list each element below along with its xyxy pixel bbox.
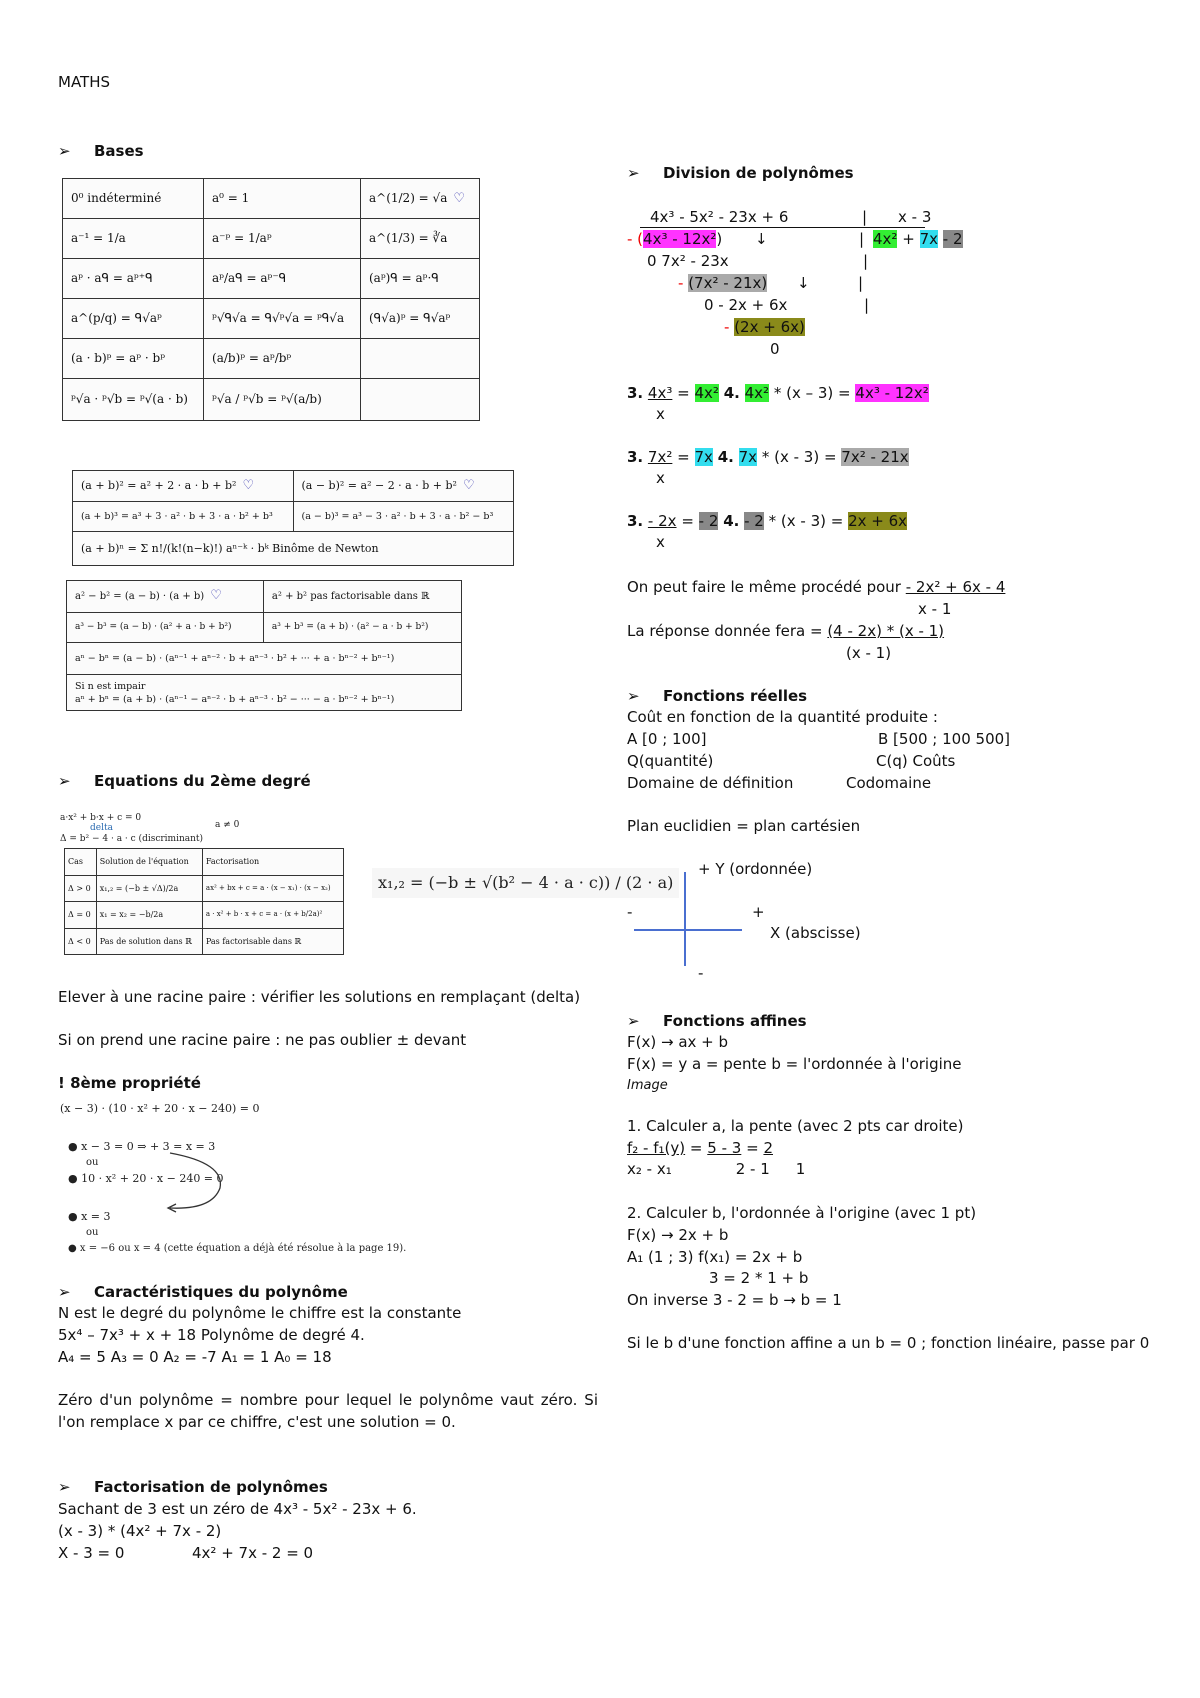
affine-image-label: Image [627, 1078, 668, 1093]
division-row-4: 0 - 2x + 6x [704, 296, 788, 314]
dividend: 4x³ - 5x² - 23x + 6 [650, 208, 789, 226]
prop8-or: ou [86, 1227, 99, 1238]
section-division: ➢ Division de polynômes [627, 164, 854, 182]
bases-cell: a^(p/q) = ᑫ√aᵖ [63, 299, 204, 339]
identity-cell: (a + b)³ = a³ + 3 · a² · b + 3 · a · b² + b³ [73, 501, 294, 532]
bases-cell: a^(1/3) = ∛a [360, 219, 479, 259]
section-propriete: ! 8ème propriété [58, 1074, 201, 1092]
eq2-note-1: Elever à une racine paire : vérifier les solutions en remplaçant (delta) [58, 988, 581, 1006]
x-axis-label: X (abscisse) [770, 924, 861, 942]
affine-line-7: On inverse 3 - 2 = b → b = 1 [627, 1291, 842, 1309]
section-equations: ➢ Equations du 2ème degré [58, 772, 311, 790]
bases-cell: ᵖ√a · ᵖ√b = ᵖ√(a · b) [63, 379, 204, 421]
bases-cell: aᵖ · aᑫ = aᵖ⁺ᑫ [63, 259, 204, 299]
factor-cell: a³ − b³ = (a − b) · (a² + a · b + b²) [67, 612, 264, 643]
division-step-2-denominator: x [656, 469, 665, 487]
y-axis-label: + Y (ordonnée) [698, 860, 813, 878]
eq2-cell: a · x² + b · x + c = a · (x + b/2a)² [202, 902, 343, 929]
eq2-cell: Δ = 0 [65, 902, 97, 929]
same-procedure: On peut faire le même procédé pour - 2x² + 6x - 4 [627, 578, 1006, 596]
eq2-cell: ax² + bx + c = a · (x − x₁) · (x − x₂) [202, 875, 343, 902]
bases-cell: a^(1/2) = √a ♡ [360, 179, 479, 219]
eq2-note-2: Si on prend une racine paire : ne pas oublier ± devant [58, 1031, 467, 1049]
reelles-domain-label: Domaine de définition [627, 774, 794, 792]
division-row-5: - (2x + 6x) [724, 318, 805, 336]
eq2-delta-note: delta [90, 823, 113, 833]
eq2-cell: Pas factorisable dans ℝ [202, 928, 343, 955]
affine-step-1: 1. Calculer a, la pente (avec 2 pts car droite) [627, 1117, 964, 1135]
factor-line-1: Sachant de 3 est un zéro de 4x³ - 5x² - 23x + 6. [58, 1500, 417, 1518]
division-underline [640, 227, 925, 228]
division-step-3: 3. - 2x = - 2 4. - 2 * (x - 3) = 2x + 6x [627, 512, 908, 530]
prop8-equation: (x − 3) · (10 · x² + 20 · x − 240) = 0 [60, 1102, 260, 1115]
division-bar: | [862, 208, 868, 226]
bases-cell: (ᑫ√a)ᵖ = ᑫ√aᵖ [360, 299, 479, 339]
carac-zero-definition: Zéro d'un polynôme = nombre pour lequel le polynôme vaut zéro. Si l'on remplace x par ce chiffre, c'est une solution = 0. [58, 1391, 598, 1431]
prop8-step: ● 10 · x² + 20 · x − 240 = 0 [68, 1172, 224, 1185]
affine-line-4: F(x) → 2x + b [627, 1226, 729, 1244]
reelles-costs: C(q) Coûts [876, 752, 956, 770]
reelles-quantity: Q(quantité) [627, 752, 714, 770]
division-bar: | [864, 296, 870, 314]
identity-cell: (a − b)³ = a³ − 3 · a² · b + 3 · a · b² − b³ [293, 501, 514, 532]
division-step-2: 3. 7x² = 7x 4. 7x * (x - 3) = 7x² - 21x [627, 448, 909, 466]
bases-cell: 0⁰ indéterminé [63, 179, 204, 219]
heart-icon: ♡ [242, 478, 255, 493]
eq2-top1: a·x² + b·x + c = 0 [60, 813, 142, 823]
bases-cell: (a · b)ᵖ = aᵖ · bᵖ [63, 339, 204, 379]
same-procedure-denominator: x - 1 [918, 600, 952, 618]
eq2-header: Solution de l'équation [96, 849, 202, 876]
slope-fraction-bottom: x₂ - x₁ 2 - 1 1 [627, 1160, 806, 1178]
eq2-top3: Δ = b² − 4 · a · c (discriminant) [60, 834, 204, 844]
down-arrow-icon: ↓ [797, 274, 810, 292]
eq2-cell: x₁ = x₂ = −b/2a [96, 902, 202, 929]
eq2-header: Factorisation [202, 849, 343, 876]
negative-y-sign: - [698, 964, 704, 982]
factor-line-3a: X - 3 = 0 [58, 1544, 125, 1562]
quadratic-formula: x₁,₂ = (−b ± √(b² − 4 · a · c)) / (2 · a) [372, 868, 679, 898]
bases-cell: a⁻¹ = 1/a [63, 219, 204, 259]
affine-step-2: 2. Calculer b, l'ordonnée à l'origine (avec 1 pt) [627, 1204, 977, 1222]
eq2-header: Cas [65, 849, 97, 876]
division-remainder: 0 [770, 340, 780, 358]
bases-cell: (aᵖ)ᑫ = aᵖ·ᑫ [360, 259, 479, 299]
division-row-1: - (4x³ - 12x²) [627, 230, 723, 248]
identity-cell: (a + b)ⁿ = Σ n!/(k!(n−k)!) aⁿ⁻ᵏ · bᵏ Binôme de Newton [73, 532, 514, 566]
bases-cell: a⁻ᵖ = 1/aᵖ [204, 219, 361, 259]
section-reelles: ➢ Fonctions réelles [627, 687, 808, 705]
bases-cell: ᵖ√a / ᵖ√b = ᵖ√(a/b) [204, 379, 361, 421]
factor-cell: a² − b² = (a − b) · (a + b) ♡ [67, 581, 264, 613]
x-axis [634, 929, 742, 931]
y-axis [684, 872, 686, 966]
division-row-3: - (7x² - 21x) [678, 274, 768, 292]
answer: La réponse donnée fera = (4 - 2x) * (x - 1) [627, 622, 945, 640]
bases-cell: aᵖ/aᑫ = aᵖ⁻ᑫ [204, 259, 361, 299]
eq2-cell: Δ > 0 [65, 875, 97, 902]
negative-x-sign: - [627, 903, 633, 921]
eq2-table [64, 848, 344, 955]
prop8-or: ou [86, 1157, 99, 1168]
slope-fraction-top: f₂ - f₁(y) = 5 - 3 = 2 [627, 1139, 773, 1157]
bases-cell: ᵖ√ᑫ√a = ᑫ√ᵖ√a = ᵖᑫ√a [204, 299, 361, 339]
answer-denominator: (x - 1) [846, 644, 892, 662]
factor-line-2: (x - 3) * (4x² + 7x - 2) [58, 1522, 222, 1540]
carac-line-1: N est le degré du polynôme le chiffre est la constante [58, 1304, 462, 1322]
reelles-domain-b: B [500 ; 100 500] [878, 730, 1011, 748]
section-factorisation: ➢ Factorisation de polynômes [58, 1478, 328, 1496]
affine-definition: F(x) → ax + b [627, 1033, 729, 1051]
division-bar: | [859, 230, 865, 248]
heart-icon: ♡ [462, 478, 475, 493]
prop8-arrow [150, 1148, 230, 1218]
heart-icon: ♡ [453, 190, 466, 206]
prop8-step: ● x − 3 = 0 ⇒ + 3 = x = 3 [68, 1140, 216, 1153]
division-step-3-denominator: x [656, 533, 665, 551]
factor-line-3b: 4x² + 7x - 2 = 0 [192, 1544, 314, 1562]
reelles-domain-a: A [0 ; 100] [627, 730, 707, 748]
eq2-cell: Pas de solution dans ℝ [96, 928, 202, 955]
quotient: 4x² + 7x - 2 [873, 230, 963, 248]
bases-cell: a⁰ = 1 [204, 179, 361, 219]
carac-line-3: A₄ = 5 A₃ = 0 A₂ = -7 A₁ = 1 A₀ = 18 [58, 1348, 332, 1366]
factor-cell: a² + b² pas factorisable dans ℝ [263, 581, 461, 613]
section-caracteristiques: ➢ Caractéristiques du polynôme [58, 1283, 348, 1301]
positive-x-sign: + [752, 903, 765, 921]
affine-line-5: A₁ (1 ; 3) f(x₁) = 2x + b [627, 1248, 803, 1266]
affine-linear-note: Si le b d'une fonction affine a un b = 0 ; fonction linéaire, passe par 0 [627, 1334, 1150, 1352]
reelles-codomain-label: Codomaine [846, 774, 932, 792]
prop8-step: ● x = 3 [68, 1210, 111, 1223]
bases-cell [360, 339, 479, 379]
bases-cell [360, 379, 479, 421]
bases-cell: (a/b)ᵖ = aᵖ/bᵖ [204, 339, 361, 379]
division-bar: | [863, 252, 869, 270]
division-step-1-denominator: x [656, 405, 665, 423]
identities-table [72, 470, 514, 566]
factor-cell: a³ + b³ = (a + b) · (a² − a · b + b²) [263, 612, 461, 643]
factor-formulas-table [66, 580, 462, 711]
section-affines: ➢ Fonctions affines [627, 1012, 807, 1030]
prop8-step: ● x = −6 ou x = 4 (cette équation a déjà été résolue à la page 19). [68, 1243, 407, 1254]
affine-line-6: 3 = 2 * 1 + b [709, 1269, 809, 1287]
affine-terms: F(x) = y a = pente b = l'ordonnée à l'origine [627, 1055, 962, 1073]
down-arrow-icon: ↓ [755, 230, 768, 248]
division-step-1: 3. 4x³ = 4x² 4. 4x² * (x – 3) = 4x³ - 12x² [627, 384, 929, 402]
eq2-neq: a ≠ 0 [215, 820, 240, 830]
division-bar: | [858, 274, 864, 292]
page-title: MATHS [58, 73, 111, 91]
identity-cell: (a − b)² = a² − 2 · a · b + b² ♡ [293, 471, 514, 502]
divisor: x - 3 [898, 208, 932, 226]
factor-cell: Si n est impair aⁿ + bⁿ = (a + b) · (aⁿ⁻¹ − aⁿ⁻² · b + aⁿ⁻³ · b² − ··· − a · bⁿ⁻² + bⁿ⁻¹) [67, 675, 462, 711]
reelles-line-1: Coût en fonction de la quantité produite : [627, 708, 938, 726]
bases-table [62, 178, 480, 421]
eq2-cell: Δ < 0 [65, 928, 97, 955]
reelles-plan: Plan euclidien = plan cartésien [627, 817, 861, 835]
eq2-cell: x₁,₂ = (−b ± √Δ)/2a [96, 875, 202, 902]
factor-cell: aⁿ − bⁿ = (a − b) · (aⁿ⁻¹ + aⁿ⁻² · b + aⁿ⁻³ · b² + ··· + a · bⁿ⁻² + bⁿ⁻¹) [67, 643, 462, 675]
identity-cell: (a + b)² = a² + 2 · a · b + b² ♡ [73, 471, 294, 502]
division-row-2: 0 7x² - 23x [647, 252, 729, 270]
carac-line-2: 5x⁴ – 7x³ + x + 18 Polynôme de degré 4. [58, 1326, 365, 1344]
section-bases: ➢ Bases [58, 142, 144, 160]
heart-icon: ♡ [210, 588, 222, 603]
